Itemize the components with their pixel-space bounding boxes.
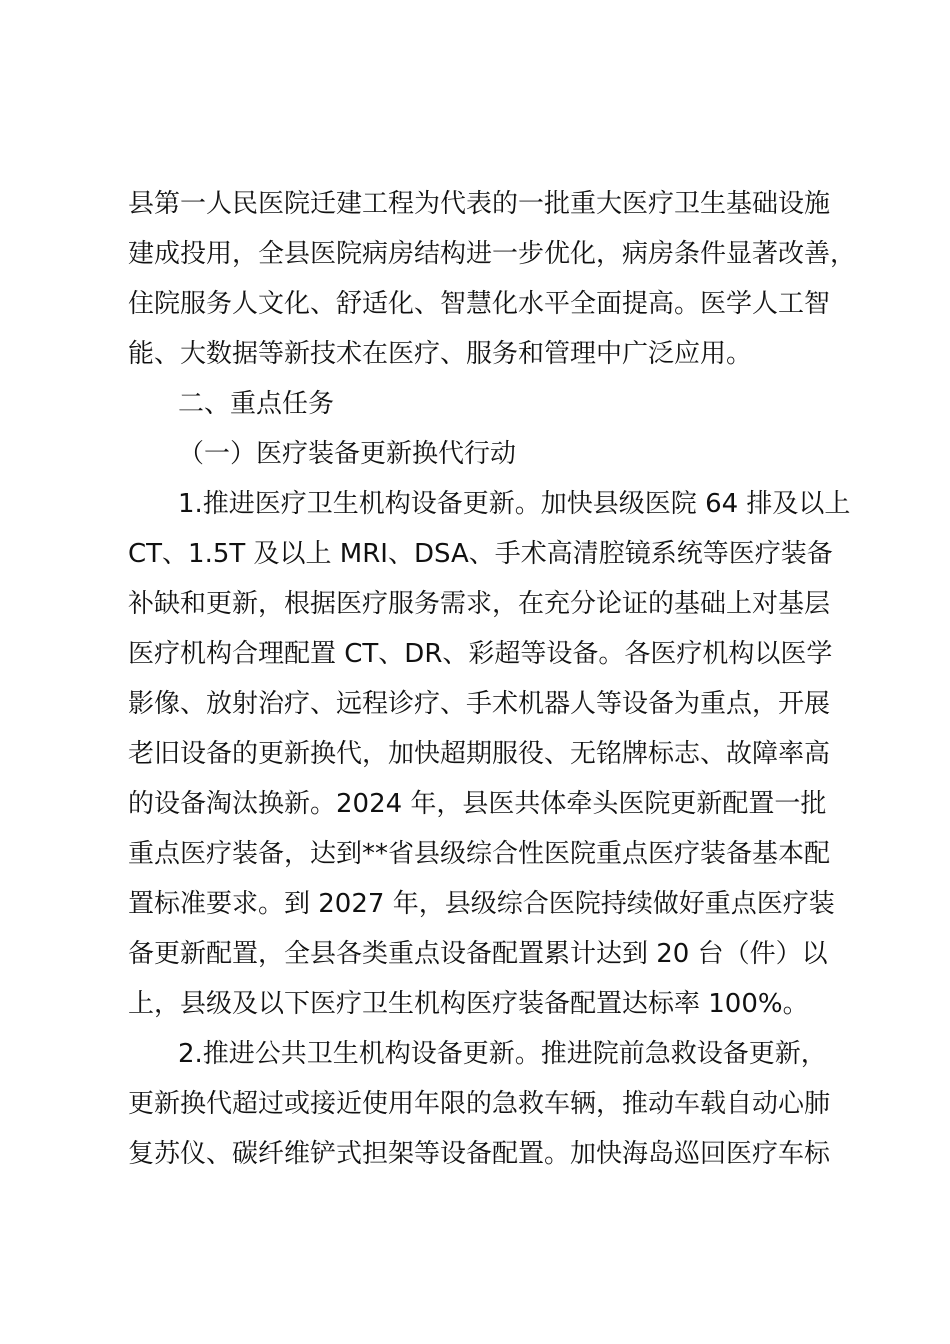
- paragraph-line: 影像、放射治疗、远程诊疗、手术机器人等设备为重点，开展: [128, 689, 831, 719]
- paragraph-line: 建成投用，全县医院病房结构进一步优化，病房条件显著改善，: [128, 239, 857, 269]
- paragraph-line: 2.推进公共卫生机构设备更新。推进院前急救设备更新，: [178, 1039, 827, 1069]
- paragraph-line: 老旧设备的更新换代，加快超期服役、无铭牌标志、故障率高: [128, 739, 831, 769]
- section-heading: 二、重点任务: [178, 389, 335, 419]
- paragraph-line: 重点医疗装备，达到**省县级综合性医院重点医疗装备基本配: [128, 839, 831, 869]
- paragraph-line: 县第一人民医院迁建工程为代表的一批重大医疗卫生基础设施: [128, 189, 831, 219]
- paragraph-line: 复苏仪、碳纤维铲式担架等设备配置。加快海岛巡回医疗车标: [128, 1139, 831, 1169]
- paragraph-line: 上，县级及以下医疗卫生机构医疗装备配置达标率 100%。: [128, 989, 809, 1019]
- paragraph-line: CT、1.5T 及以上 MRI、DSA、手术高清腔镜系统等医疗装备: [128, 539, 833, 569]
- subsection-heading: （一）医疗装备更新换代行动: [178, 439, 517, 469]
- paragraph-line: 补缺和更新，根据医疗服务需求，在充分论证的基础上对基层: [128, 589, 831, 619]
- paragraph-line: 1.推进医疗卫生机构设备更新。加快县级医院 64 排及以上: [178, 489, 851, 519]
- paragraph-line: 医疗机构合理配置 CT、DR、彩超等设备。各医疗机构以医学: [128, 639, 833, 669]
- paragraph-line: 置标准要求。到 2027 年，县级综合医院持续做好重点医疗装: [128, 889, 835, 919]
- paragraph-line: 住院服务人文化、舒适化、智慧化水平全面提高。医学人工智: [128, 289, 831, 319]
- paragraph-line: 能、大数据等新技术在医疗、服务和管理中广泛应用。: [128, 339, 753, 369]
- paragraph-line: 备更新配置，全县各类重点设备配置累计达到 20 台（件）以: [128, 939, 828, 969]
- paragraph-line: 的设备淘汰换新。2024 年，县医共体牵头医院更新配置一批: [128, 789, 827, 819]
- paragraph-line: 更新换代超过或接近使用年限的急救车辆，推动车载自动心肺: [128, 1089, 831, 1119]
